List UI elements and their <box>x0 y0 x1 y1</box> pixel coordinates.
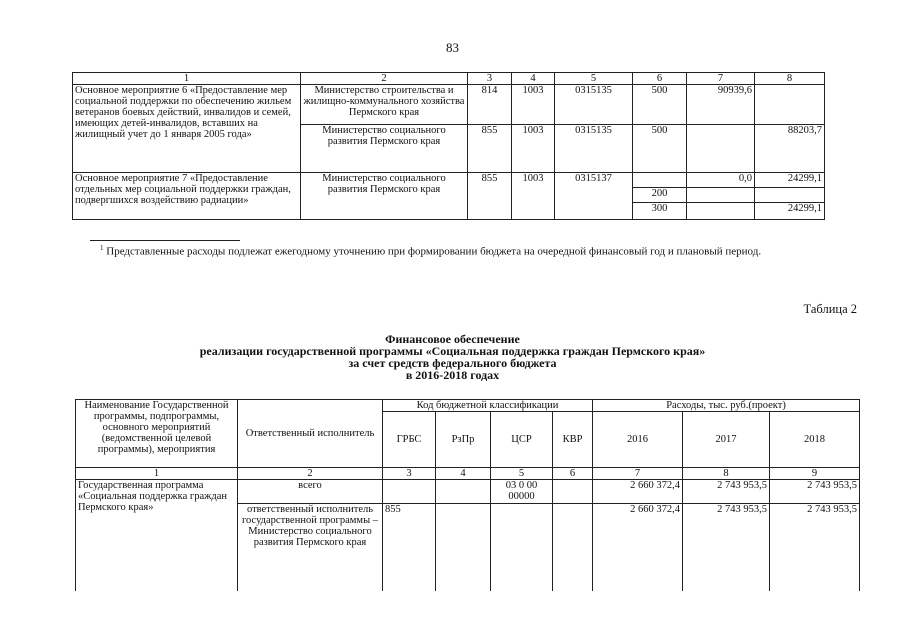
title-line: за счет средств федерального бюджета <box>348 356 557 370</box>
col-num-4: 4 <box>512 73 555 85</box>
event7-name: Основное мероприятие 7 «Предоставление отдельных мер социальной поддержки граждан, подвергшихся воздействию радиации» <box>73 173 301 220</box>
csr-cell: 0315137 <box>555 173 633 220</box>
grbs-cell: 855 <box>468 125 512 173</box>
event6-name: Основное мероприятие 6 «Предоставление мер социальной поддержки по обеспечению жильем ветеранов боевых действий, инвалидов и семей, имеющих детей-инвалидов, вставших на жилищный учет до 1 января 2005 года» <box>73 85 301 173</box>
value-2017: 2 743 953,5 <box>683 504 770 594</box>
rzpr-cell: 1003 <box>512 125 555 173</box>
value-cell <box>755 85 825 125</box>
header-expenses: Расходы, тыс. руб.(проект) <box>593 400 860 412</box>
csr-cell <box>491 504 553 594</box>
header-grbs: ГРБС <box>383 412 436 468</box>
page-crop-mask <box>0 591 905 640</box>
kvr-cell <box>553 504 593 594</box>
kvr-cell <box>633 173 687 188</box>
continuation-table <box>72 72 825 220</box>
csr-cell: 0315135 <box>555 85 633 125</box>
grbs-cell: 814 <box>468 85 512 125</box>
table-header-row <box>73 73 825 85</box>
rzpr-cell <box>436 480 491 504</box>
col-num-3: 3 <box>383 468 436 480</box>
col-num-5: 5 <box>491 468 553 480</box>
col-num-4: 4 <box>436 468 491 480</box>
table-header-row <box>76 400 860 412</box>
footnote-text: Представленные расходы подлежат ежегодному уточнению при формировании бюджета на очередной финансовый год и плановый период. <box>106 245 762 258</box>
value-cell <box>687 125 755 173</box>
col-num-8: 8 <box>683 468 770 480</box>
value-2018: 2 743 953,5 <box>770 480 860 504</box>
table-caption: Таблица 2 <box>803 302 857 316</box>
value-cell <box>687 203 755 220</box>
kvr-cell: 500 <box>633 125 687 173</box>
executor-cell: ответственный исполнитель государственной программы – Министерство социального развития Пермского края <box>238 504 383 594</box>
table-title <box>0 333 905 381</box>
rzpr-cell: 1003 <box>512 173 555 220</box>
header-2016: 2016 <box>593 412 683 468</box>
executor-cell: всего <box>238 480 383 504</box>
title-line: Финансовое обеспечение <box>385 332 520 346</box>
kvr-cell: 200 <box>633 188 687 203</box>
table-row <box>73 173 825 188</box>
csr-cell: 03 0 00 00000 <box>491 480 553 504</box>
executor-cell: Министерство социального развития Пермского края <box>301 125 468 173</box>
col-num-2: 2 <box>301 73 468 85</box>
value-2016: 2 660 372,4 <box>593 480 683 504</box>
title-line: в 2016-2018 годах <box>405 368 500 382</box>
value-cell: 90939,6 <box>687 85 755 125</box>
col-num-6: 6 <box>553 468 593 480</box>
value-cell: 24299,1 <box>755 173 825 188</box>
table-row <box>73 85 825 125</box>
rzpr-cell: 1003 <box>512 85 555 125</box>
table-row <box>76 480 860 504</box>
col-num-5: 5 <box>555 73 633 85</box>
page-number: 83 <box>446 40 459 55</box>
col-num-7: 7 <box>593 468 683 480</box>
col-num-9: 9 <box>770 468 860 480</box>
grbs-cell <box>383 480 436 504</box>
header-rzpr: РзПр <box>436 412 491 468</box>
value-cell: 24299,1 <box>755 203 825 220</box>
value-cell: 88203,7 <box>755 125 825 173</box>
executor-cell: Министерство строительства и жилищно-коммунального хозяйства Пермского края <box>301 85 468 125</box>
header-name: Наименование Государственной программы, подпрограммы, основного мероприятий (ведомственной целевой программы), мероприятия <box>76 400 238 468</box>
column-number-row <box>76 468 860 480</box>
col-num-2: 2 <box>238 468 383 480</box>
footnote <box>100 244 761 258</box>
col-num-7: 7 <box>687 73 755 85</box>
header-kvr: КВР <box>553 412 593 468</box>
kvr-cell: 500 <box>633 85 687 125</box>
title-line: реализации государственной программы «Социальная поддержка граждан Пермского края» <box>199 344 706 358</box>
col-num-1: 1 <box>73 73 301 85</box>
header-budget-code: Код бюджетной классификации <box>383 400 593 412</box>
value-cell <box>687 188 755 203</box>
rzpr-cell <box>436 504 491 594</box>
header-2017: 2017 <box>683 412 770 468</box>
footnote-separator <box>90 240 240 241</box>
value-2017: 2 743 953,5 <box>683 480 770 504</box>
col-num-6: 6 <box>633 73 687 85</box>
value-cell: 0,0 <box>687 173 755 188</box>
financing-table <box>75 399 860 594</box>
header-csr: ЦСР <box>491 412 553 468</box>
header-2018: 2018 <box>770 412 860 468</box>
grbs-cell: 855 <box>468 173 512 220</box>
program-name: Государственная программа «Социальная поддержка граждан Пермского края» <box>76 480 238 594</box>
header-executor: Ответственный исполнитель <box>238 400 383 468</box>
value-2018: 2 743 953,5 <box>770 504 860 594</box>
executor-cell: Министерство социального развития Пермского края <box>301 173 468 220</box>
value-cell <box>755 188 825 203</box>
col-num-3: 3 <box>468 73 512 85</box>
col-num-8: 8 <box>755 73 825 85</box>
grbs-cell: 855 <box>383 504 436 594</box>
kvr-cell <box>553 480 593 504</box>
value-2016: 2 660 372,4 <box>593 504 683 594</box>
csr-cell: 0315135 <box>555 125 633 173</box>
footnote-mark: 1 <box>100 244 104 252</box>
kvr-cell: 300 <box>633 203 687 220</box>
col-num-1: 1 <box>76 468 238 480</box>
